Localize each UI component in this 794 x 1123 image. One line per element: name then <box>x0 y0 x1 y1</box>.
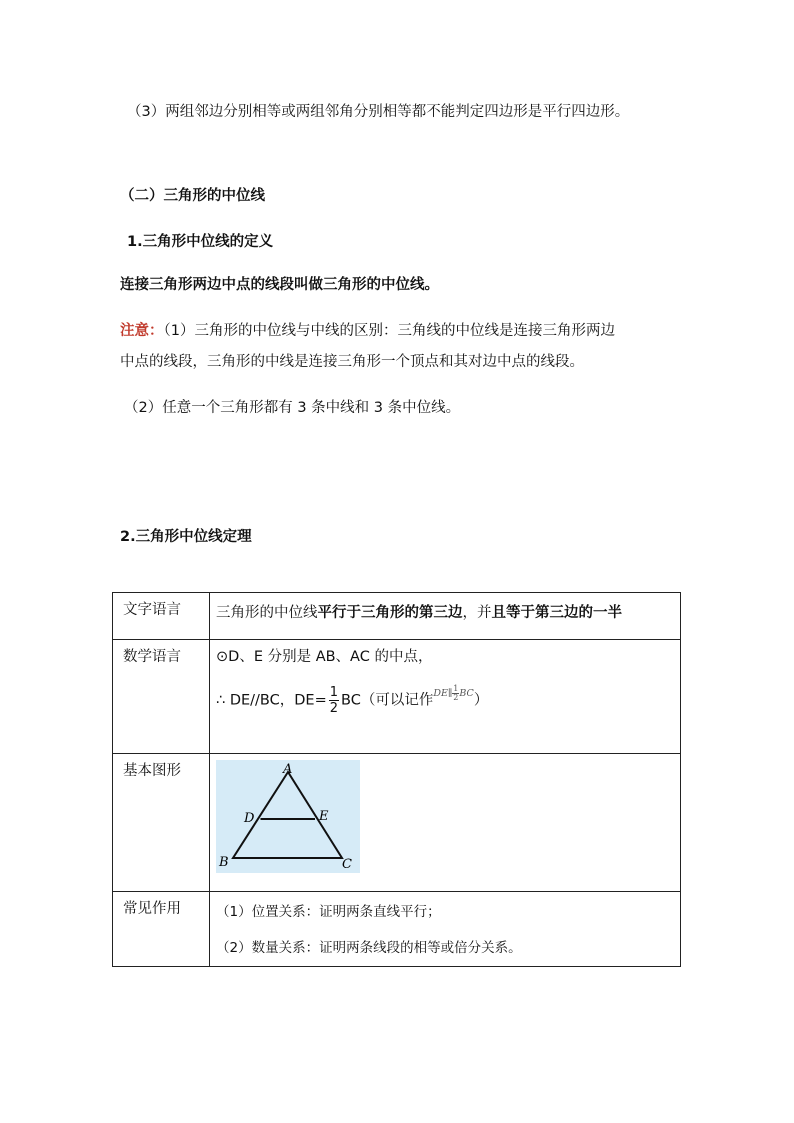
table-row-basic-figure <box>113 754 681 892</box>
paragraph-3: （3）两组邻边分别相等或两组邻角分别相等都不能判定四边形是平行四边形。 <box>127 104 630 120</box>
text-language-d: 且等于第三边的一半 <box>491 605 622 621</box>
table-row-text-language <box>113 593 681 640</box>
math-language-cell <box>210 640 681 754</box>
use-item-2: （2）数量关系：证明两条线段的相等或倍分关系。 <box>216 940 522 956</box>
section-heading: （二）三角形的中位线 <box>120 188 265 204</box>
definition-text: 连接三角形两边中点的线段叫做三角形的中位线。 <box>120 277 439 293</box>
row-label-common-use: 常见作用 <box>113 892 210 967</box>
fraction-half: $\frac{1}{2}$ <box>329 685 339 716</box>
label-b: B <box>219 855 229 870</box>
row-label-math-language: 数学语言 <box>113 640 210 754</box>
math-condition: ⊙D、E 分别是 AB、AC 的中点， <box>216 649 433 665</box>
note-line-3: （2）任意一个三角形都有 3 条中线和 3 条中位线。 <box>124 400 461 416</box>
common-use-cell <box>210 892 681 967</box>
note-line-1 <box>120 319 615 340</box>
label-d: D <box>244 811 255 826</box>
table-row-common-use <box>113 892 681 967</box>
sub-heading-theorem: 2.三角形中位线定理 <box>120 529 252 545</box>
math-close: ） <box>473 692 489 709</box>
table-row-math-language <box>113 640 681 754</box>
label-a: A <box>283 762 293 777</box>
text-language-b: 平行于三角形的第三边 <box>317 605 463 621</box>
math-prefix: ∴ DE//BC，DE= <box>216 692 327 709</box>
text-language-a: 三角形的中位线 <box>216 605 318 621</box>
label-c: C <box>342 857 352 872</box>
triangle-midline-figure <box>216 760 360 873</box>
note-label: 注意： <box>120 323 164 339</box>
basic-figure-cell <box>210 754 681 892</box>
use-item-1: （1）位置关系：证明两条直线平行； <box>216 904 441 920</box>
text-language-c: ，并 <box>462 605 492 621</box>
row-label-basic-figure: 基本图形 <box>113 754 210 892</box>
label-e: E <box>319 809 329 824</box>
note-line-2: 中点的线段，三角形的中线是连接三角形一个顶点和其对边中点的线段。 <box>120 354 584 370</box>
sub-heading-definition: 1.三角形中位线的定义 <box>127 234 274 250</box>
theorem-table <box>112 592 681 967</box>
math-suffix: BC（可以记作 <box>341 692 434 709</box>
text-language-cell <box>210 593 681 640</box>
math-conclusion <box>216 683 680 716</box>
row-label-text-language: 文字语言 <box>113 593 210 640</box>
notation-formula: DE∥ $\frac{1}{2}$ BC <box>433 683 474 702</box>
note-text-1: （1）三角形的中位线与中线的区别：三角线的中位线是连接三角形两边 <box>163 323 615 339</box>
